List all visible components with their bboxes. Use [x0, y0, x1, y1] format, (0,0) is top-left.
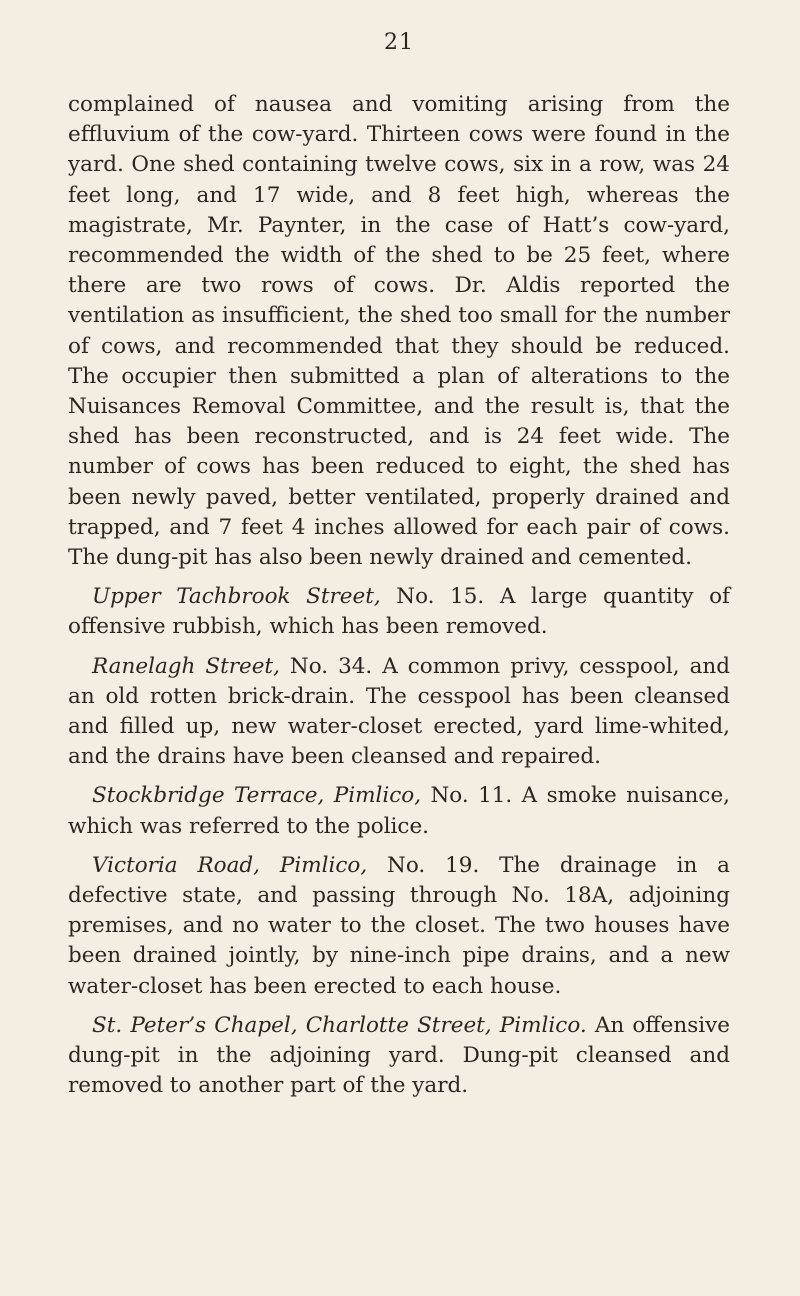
paragraph-text: No. 19. The drainage in a defective state, and passing through No. 18A, adjoining premises, and no water to the closet. The two houses have been drained jointly, by nine-inch pipe drains, and a new water-closet has been erected to each house. — [68, 852, 731, 999]
paragraph-ranelagh-street — [68, 652, 730, 773]
paragraph-text: No. 15. A large quantity of offensive rubbish, which has been removed. — [68, 584, 731, 640]
place-heading: Stockbridge Terrace, Pimlico, — [92, 783, 422, 809]
paragraph-victoria-road — [68, 851, 730, 1002]
place-heading: St. Peter’s Chapel, Charlotte Street, Pimlico. — [92, 1012, 587, 1038]
body-text — [68, 90, 730, 1102]
page-number: 21 — [384, 30, 414, 55]
paragraph-stockbridge-terrace — [68, 781, 730, 841]
paragraph-st-peters-chapel — [68, 1011, 730, 1102]
paragraph-text: No. 11. A smoke nuisance, which was referred to the police. — [68, 783, 731, 839]
place-heading: Ranelagh Street, — [92, 653, 280, 679]
paragraph-upper-tachbrook-street — [68, 582, 730, 642]
paragraph-text: complained of nausea and vomiting arising from the effluvium of the cow-yard. Thirteen cows were found in the yard. One shed containing twelve cows, six in a row, was 24 feet long, and 17 wide, and 8 feet high, whereas the magistrate, Mr. Paynter, in the case of Hatt’s cow-yard, recommended the width of the shed to be 25 feet, where there are two rows of cows. Dr. Aldis reported the ventilation as insufficient, the shed too small for the number of cows, and recommended that they should be reduced. The occupier then submitted a plan of alterations to the Nuisances Removal Committee, and the result is, that the shed has been reconstructed, and is 24 feet wide. The number of cows has been reduced to eight, the shed has been newly paved, better ventilated, properly drained and trapped, and 7 feet 4 inches allowed for each pair of cows. The dung-pit has also been newly drained and cemented. — [68, 92, 730, 571]
paragraph-cow-yard — [68, 90, 730, 573]
place-heading: Upper Tachbrook Street, — [92, 584, 381, 610]
place-heading: Victoria Road, Pimlico, — [92, 852, 368, 878]
paragraph-text: An offensive dung-pit in the adjoining yard. Dung-pit cleansed and removed to another part of the yard. — [68, 1012, 730, 1099]
paragraph-text: No. 34. A common privy, cesspool, and an old rotten brick-drain. The cesspool has been cleansed and filled up, new water-closet erected, yard lime-whited, and the drains have been cleansed and repaired. — [68, 653, 730, 770]
